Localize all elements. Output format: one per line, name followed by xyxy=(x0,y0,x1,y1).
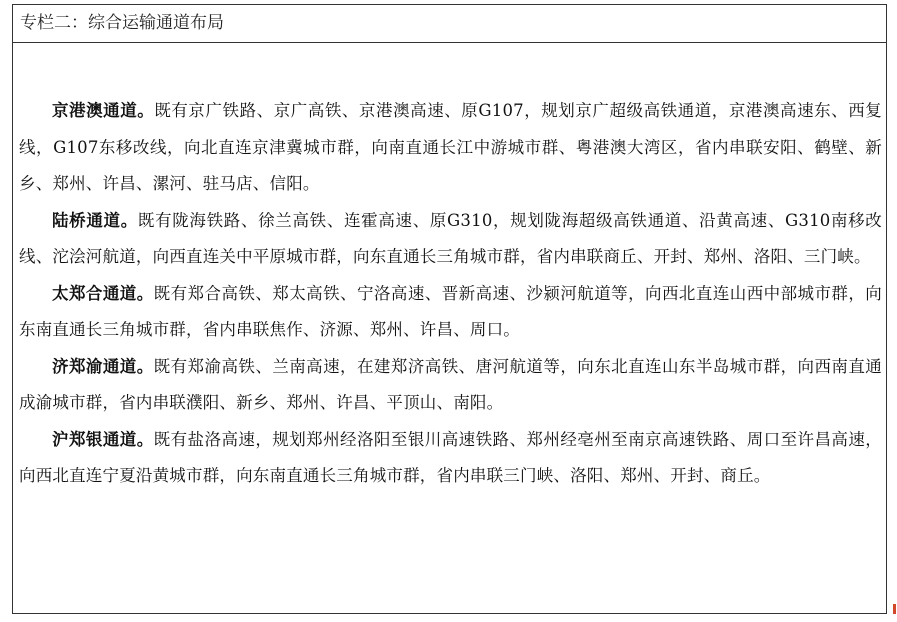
box-title: 专栏二：综合运输通道布局 xyxy=(13,5,886,43)
paragraph-huzhengyin xyxy=(19,422,882,495)
box-content xyxy=(13,43,886,495)
info-box xyxy=(12,4,887,614)
paragraph-jinggangao xyxy=(19,93,882,203)
paragraph-taizhenghe xyxy=(19,276,882,349)
text-taizhenghe: 既有郑合高铁、郑太高铁、宁洛高速、晋新高速、沙颍河航道等，向西北直连山西中部城市群，向东南直通长三角城市群，省内串联焦作、济源、郑州、许昌、周口。 xyxy=(19,283,882,339)
term-taizhenghe: 太郑合通道。 xyxy=(52,283,154,303)
term-jinggangao: 京港澳通道。 xyxy=(52,101,155,120)
corner-mark xyxy=(893,604,896,614)
paragraph-jizhengyu xyxy=(19,349,882,422)
text-jizhengyu: 既有郑渝高铁、兰南高速，在建郑济高铁、唐河航道等，向东北直连山东半岛城市群，向西南直通成渝城市群，省内串联濮阳、新乡、郑州、许昌、平顶山、南阳。 xyxy=(19,356,882,412)
text-huzhengyin: 既有盐洛高速，规划郑州经洛阳至银川高速铁路、郑州经亳州至南京高速铁路、周口至许昌高速，向西北直连宁夏沿黄城市群，向东南直通长三角城市群，省内串联三门峡、洛阳、郑州、开封、商丘。 xyxy=(19,429,882,485)
paragraph-luqiao xyxy=(19,203,882,276)
text-luqiao: 既有陇海铁路、徐兰高铁、连霍高速、原G310，规划陇海超级高铁通道、沿黄高速、G310南移改线、沱浍河航道，向西直连关中平原城市群，向东直通长三角城市群，省内串联商丘、开封、郑州、洛阳、三门峡。 xyxy=(19,210,882,266)
term-luqiao: 陆桥通道。 xyxy=(52,210,138,230)
term-huzhengyin: 沪郑银通道。 xyxy=(52,429,154,449)
term-jizhengyu: 济郑渝通道。 xyxy=(52,356,154,376)
text-jinggangao: 既有京广铁路、京广高铁、京港澳高速、原G107，规划京广超级高铁通道，京港澳高速东、西复线，G107东移改线，向北直连京津冀城市群，向南直通长江中游城市群、粤港澳大湾区，省内串联安阳、鹤壁、新乡、郑州、许昌、漯河、驻马店、信阳。 xyxy=(19,101,882,193)
